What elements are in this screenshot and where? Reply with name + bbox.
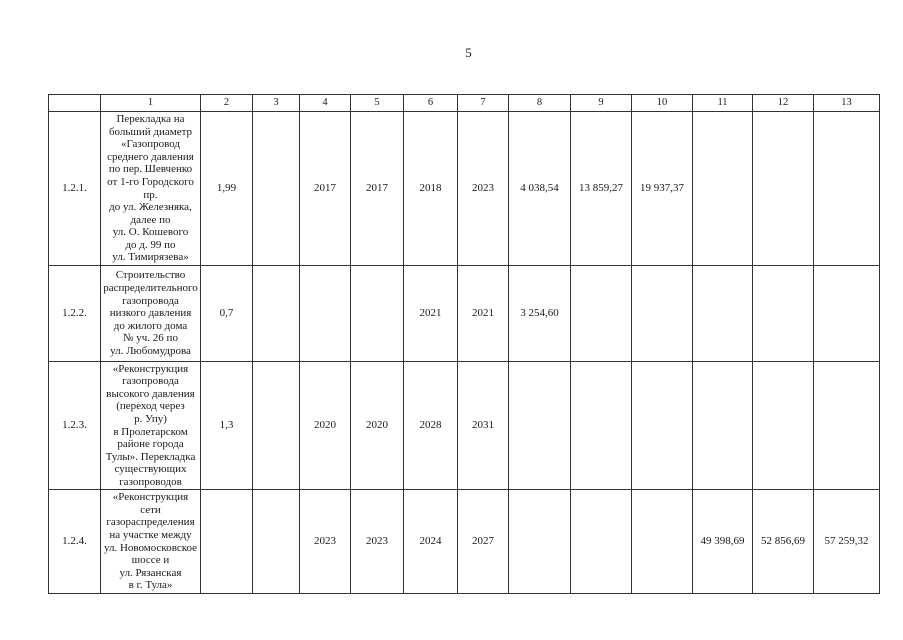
table-cell: 2023 — [300, 490, 351, 594]
table-header-row — [49, 95, 880, 112]
description-line: существующих — [114, 463, 187, 476]
table-cell — [253, 362, 300, 490]
table-cell — [253, 112, 300, 266]
table-cell: 2023 — [458, 112, 509, 266]
table-cell — [693, 266, 753, 362]
table-cell: 0,7 — [201, 266, 253, 362]
header-cell: 13 — [814, 95, 880, 112]
description-line: районе города — [117, 438, 184, 451]
description-line: в Пролетарском — [113, 425, 188, 438]
table-cell — [753, 112, 814, 266]
table-cell: 1,3 — [201, 362, 253, 490]
description-line: от 1-го Городского — [107, 175, 194, 188]
header-cell: 6 — [404, 95, 458, 112]
row-code: 1.2.3. — [49, 362, 101, 490]
table-cell — [693, 112, 753, 266]
table-cell: 2023 — [351, 490, 404, 594]
table-cell: 2024 — [404, 490, 458, 594]
description-line: ул. О. Кошевого — [112, 226, 189, 239]
table-cell — [814, 362, 880, 490]
description-line: в г. Тула» — [128, 579, 173, 592]
description-line: до ул. Железняка, — [109, 201, 192, 214]
table-cell: 2018 — [404, 112, 458, 266]
header-cell: 8 — [509, 95, 571, 112]
table-cell: 4 038,54 — [509, 112, 571, 266]
description-line: пр. — [143, 188, 158, 201]
description-line: газопровода — [122, 294, 179, 307]
table-cell — [632, 490, 693, 594]
description-line: ул. Тимирязева» — [112, 251, 189, 264]
table-cell — [201, 490, 253, 594]
description-line: низкого давления — [109, 307, 192, 320]
description-line: газопровода — [122, 375, 179, 388]
table-cell — [300, 266, 351, 362]
header-cell: 2 — [201, 95, 253, 112]
table-cell: 52 856,69 — [753, 490, 814, 594]
table-cell — [509, 490, 571, 594]
data-table — [48, 94, 880, 594]
row-description — [101, 362, 201, 490]
table-cell: 2028 — [404, 362, 458, 490]
table-cell: 2020 — [351, 362, 404, 490]
header-cell: 4 — [300, 95, 351, 112]
description-line: Тулы». Перекладка — [105, 450, 196, 463]
table-cell — [571, 490, 632, 594]
table-cell: 1,99 — [201, 112, 253, 266]
description-line: по пер. Шевченко — [108, 163, 193, 176]
header-cell: 3 — [253, 95, 300, 112]
row-description — [101, 490, 201, 594]
description-line: Перекладка на — [116, 112, 185, 125]
description-line: распределительного — [103, 282, 198, 295]
table-cell — [571, 362, 632, 490]
table-cell — [632, 362, 693, 490]
description-line: № уч. 26 по — [123, 332, 178, 345]
table-cell: 2020 — [300, 362, 351, 490]
table-cell: 49 398,69 — [693, 490, 753, 594]
description-line: ул. Новомосковское — [103, 541, 198, 554]
table-cell — [814, 266, 880, 362]
description-line: «Реконструкция — [112, 362, 189, 375]
description-line: газораспределения — [106, 516, 195, 529]
description-line: больший диаметр — [108, 125, 193, 138]
description-line: Строительство — [115, 269, 186, 282]
table-cell: 2017 — [300, 112, 351, 266]
row-description — [101, 112, 201, 266]
row-description — [101, 266, 201, 362]
description-line: ул. Любомудрова — [110, 344, 191, 357]
description-line: на участке между — [109, 528, 192, 541]
page-number: 5 — [465, 45, 472, 60]
header-cell: 5 — [351, 95, 404, 112]
table-cell: 13 859,27 — [571, 112, 632, 266]
table-row — [49, 112, 880, 266]
description-line: «Реконструкция — [112, 491, 189, 504]
table-body — [49, 95, 880, 594]
header-cell: 1 — [101, 95, 201, 112]
description-line: до жилого дома — [113, 319, 188, 332]
header-cell: 7 — [458, 95, 509, 112]
table-cell: 2027 — [458, 490, 509, 594]
description-line: ул. Рязанская — [119, 566, 182, 579]
table-row — [49, 490, 880, 594]
description-line: высокого давления — [106, 387, 195, 400]
description-line: «Газопровод — [120, 138, 181, 151]
table-cell — [509, 362, 571, 490]
header-cell: 9 — [571, 95, 632, 112]
description-line: среднего давления — [107, 150, 194, 163]
table-cell: 2031 — [458, 362, 509, 490]
header-cell — [49, 95, 101, 112]
table-cell — [571, 266, 632, 362]
row-code: 1.2.4. — [49, 490, 101, 594]
table-cell — [693, 362, 753, 490]
row-code: 1.2.1. — [49, 112, 101, 266]
table-cell: 2021 — [404, 266, 458, 362]
description-line: далее по — [130, 213, 171, 226]
table-row — [49, 266, 880, 362]
table-cell — [253, 266, 300, 362]
table-cell — [814, 112, 880, 266]
description-line: р. Упу) — [134, 412, 167, 425]
description-line: шоссе и — [131, 554, 170, 567]
description-line: до д. 99 по — [125, 238, 176, 251]
description-line: сети — [140, 503, 161, 516]
table-cell — [351, 266, 404, 362]
header-cell: 12 — [753, 95, 814, 112]
description-line: газопроводов — [119, 475, 182, 488]
table-cell — [753, 266, 814, 362]
table-row — [49, 362, 880, 490]
header-cell: 11 — [693, 95, 753, 112]
table-cell — [753, 362, 814, 490]
table-cell: 57 259,32 — [814, 490, 880, 594]
table-cell: 19 937,37 — [632, 112, 693, 266]
table-cell: 2017 — [351, 112, 404, 266]
description-line: (переход через — [116, 400, 185, 413]
table-cell: 2021 — [458, 266, 509, 362]
row-code: 1.2.2. — [49, 266, 101, 362]
table-cell: 3 254,60 — [509, 266, 571, 362]
header-cell: 10 — [632, 95, 693, 112]
table-cell — [632, 266, 693, 362]
table-cell — [253, 490, 300, 594]
